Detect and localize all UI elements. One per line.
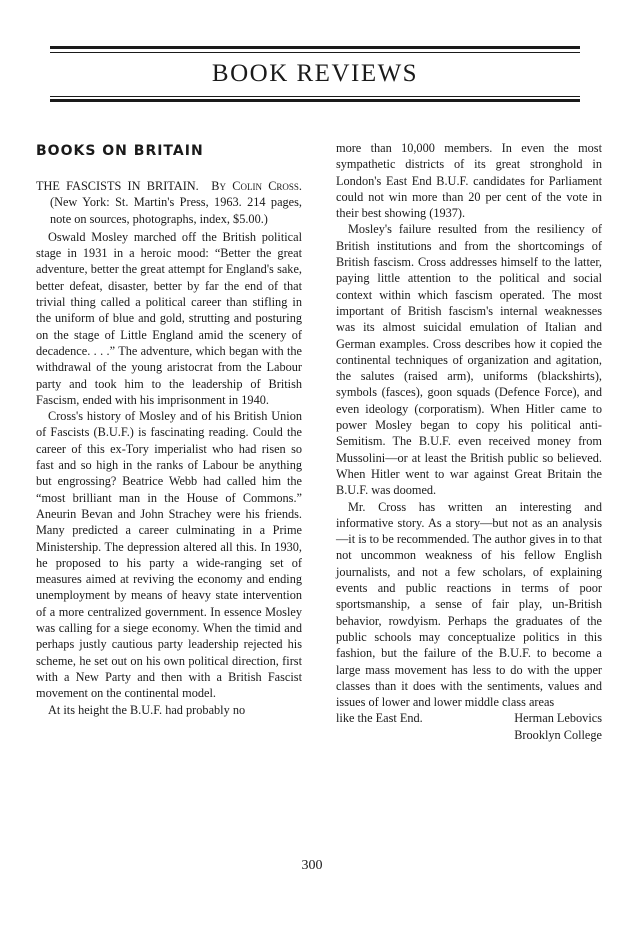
by-prefix: By (211, 179, 226, 193)
top-rule-thick (50, 46, 580, 49)
reviewer-name: Herman Lebovics (514, 711, 602, 726)
page-number: 300 (301, 858, 323, 873)
page-title: BOOK REVIEWS (211, 60, 419, 87)
publication-info: (New York: St. Martin's Press, 1963. 214 pages, note on sources, photographs, index, $5.00.) (50, 195, 302, 226)
bottom-rule-thick (50, 99, 580, 102)
review-paragraph: At its height the B.U.F. had probably no (48, 702, 246, 717)
section-heading: BOOKS ON BRITAIN (36, 143, 204, 159)
book-author: Colin Cross. (232, 179, 302, 193)
closing-signature-line (336, 710, 602, 726)
review-paragraph: more than 10,000 members. In even the most sympathetic districts of its great stronghold in London's East End B.U.F. candidates for Parliament could not win more than 20 per cent of the vote in their best showing (1937). (336, 141, 602, 221)
book-title: THE FASCISTS IN BRITAIN. (36, 179, 199, 193)
left-column (36, 140, 302, 718)
book-citation (36, 178, 302, 227)
reviewer-affiliation: Brooklyn College (514, 727, 602, 742)
bottom-rule-thin (50, 96, 580, 97)
top-rule-thin (50, 52, 580, 53)
closing-text: like the East End. (336, 711, 423, 726)
right-column (336, 140, 602, 743)
review-paragraph: Oswald Mosley marched off the British political stage in 1931 in a heroic mood: “Better the great adventure, better the great attempt for England's sake, better defeat, disaster, better by far the end of that trivial thing called a political career than stifling in the uniform of blue and gold, strutting and posturing on the stage of Little England amid the scenery of decadence. . . .” The adventure, which began with the withdrawal of the young aristocrat from the Labour party and took him to the leadership of British Fascism, ended with his imprisonment in 1940. (36, 229, 302, 407)
review-paragraph: Cross's history of Mosley and of his British Union of Fascists (B.U.F.) is fascinating reading. Could the career of this ex-Tory imperialist who had risen so fast and so high in the ranks of Labour be anything but engrossing? Beatrice Webb had called him the “most brilliant man in the House of Commons.” Aneurin Bevan and John Strachey were his friends. Many predicted a career culminating in a Prime Ministership. The depression altered all this. In 1930, he proposed to his party a wide-ranging set of measures aimed at reviving the economy and ending unemployment by means of heavy state intervention of a more centralized government. In essence Mosley was calling for a siege economy. When the timid and perhaps justly cautious party leadership rejected his scheme, he set out on his own political direction, first with a New Party and then with a British Fascist movement on the continental model. (36, 409, 302, 701)
review-paragraph: Mr. Cross has written an interesting and informative story. As a story—but not as an analysis—it is to be recommended. The author gives in to that not uncommon weakness of his fellow English journalists, and not a few scholars, of explaining events and public reactions in terms of poor sportsmanship, a sense of fair play, un-British behavior, rowdyism. Perhaps the graduates of the public schools may conceptualize politics in this fashion, but the failure of the B.U.F. to become a large mass movement has less to do with the upper classes than it does with the sentiments, values and issues of lower and lower middle class areas (336, 499, 602, 710)
review-paragraph: Mosley's failure resulted from the resiliency of British institutions and from the shortcomings of British fascism. Cross addresses himself to the latter, paying little attention to the political and social context within which fascism operated. The most important of British fascism's internal weaknesses was its almost suicidal emulation of Italian and German examples. Cross describes how it copied the continental techniques of organization and agitation, the salutes (raised arm), uniforms (blackshirts), symbols (fasces), goon squads (Defence Force), and even ideology (corporatism). When Hitler came to power Mosley began to copy his political anti-Semitism. The B.U.F. even received money from Mussolini—or at least the British public so believed. When Hitler went to war against Great Britain the B.U.F. was doomed. (336, 222, 602, 498)
